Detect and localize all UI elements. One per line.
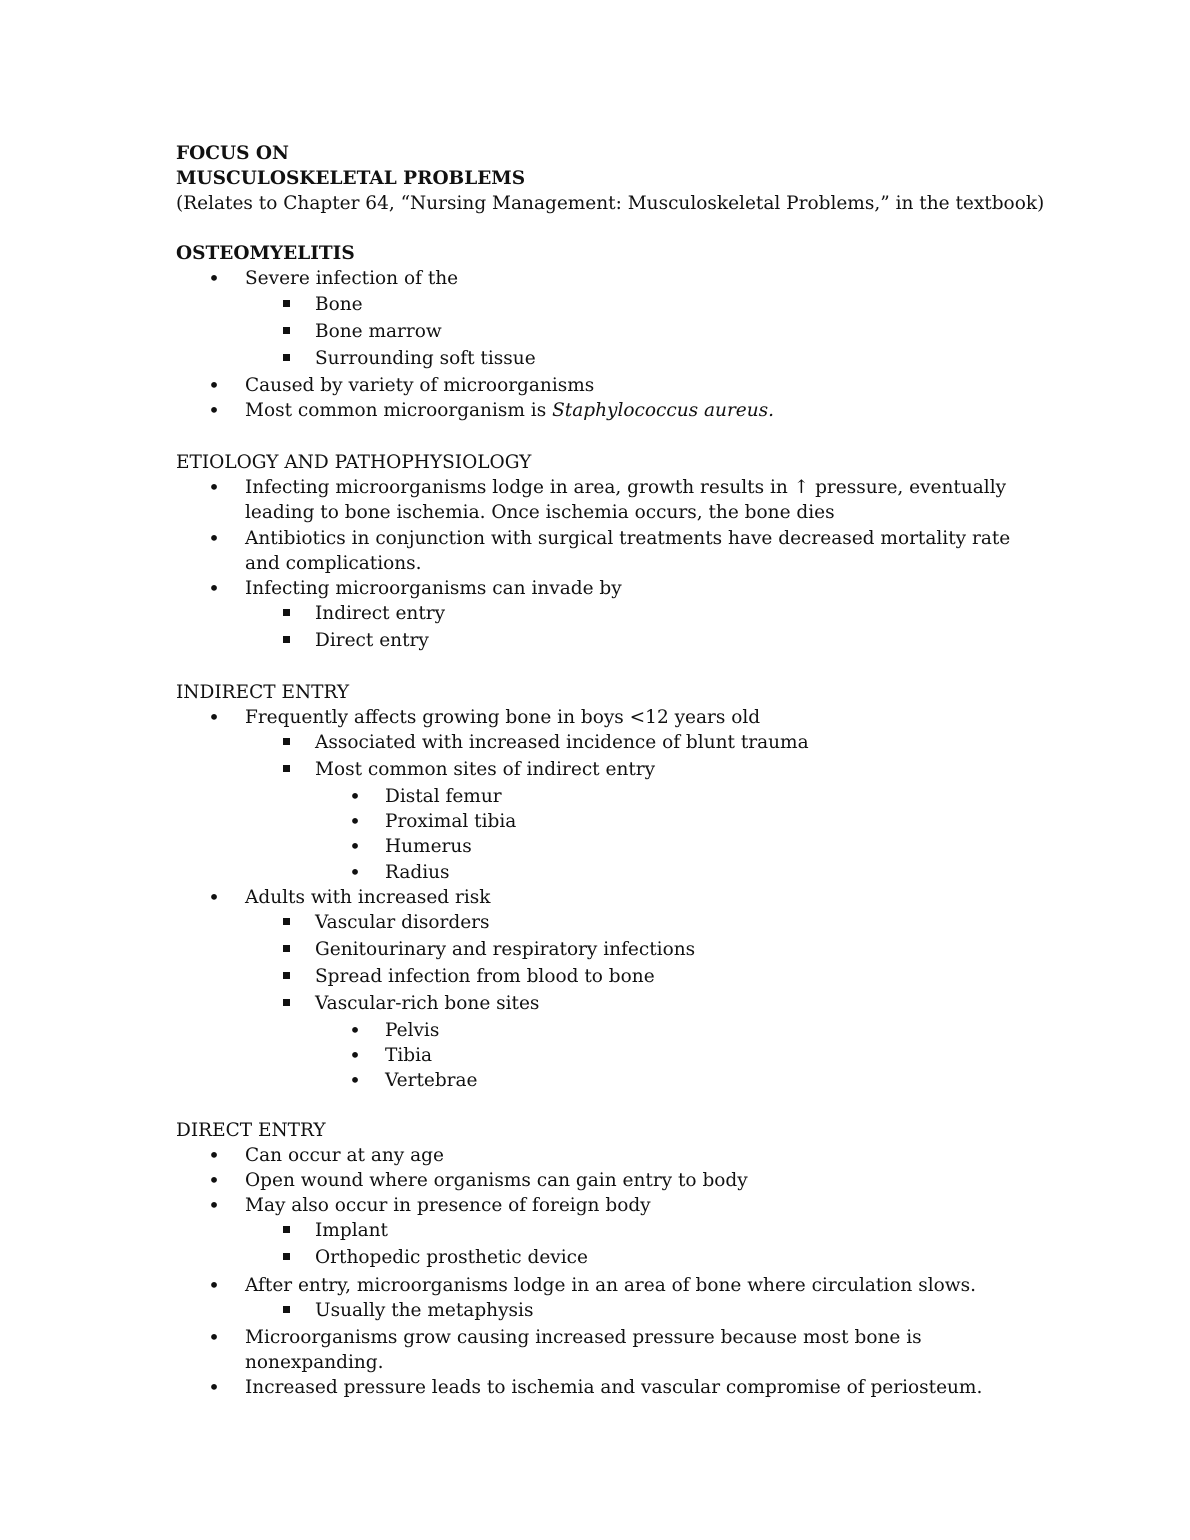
bullet-icon bbox=[345, 834, 365, 860]
square-bullet-icon bbox=[276, 910, 296, 935]
square-bullet-icon bbox=[276, 757, 296, 782]
bullet-icon bbox=[204, 1273, 224, 1299]
bullet-icon bbox=[204, 576, 224, 602]
bullet-icon bbox=[204, 266, 224, 292]
bullet-icon bbox=[345, 784, 365, 810]
bullet-icon bbox=[204, 475, 224, 501]
square-bullet-icon bbox=[276, 601, 296, 626]
square-bullet-icon bbox=[276, 628, 296, 653]
bullet-icon bbox=[345, 1068, 365, 1094]
bullet-icon bbox=[204, 1375, 224, 1401]
bullet-icon bbox=[204, 1193, 224, 1219]
square-bullet-icon bbox=[276, 730, 296, 755]
bullet-icon bbox=[204, 1168, 224, 1194]
bullet-icon bbox=[204, 885, 224, 911]
document-page: FOCUS ON MUSCULOSKELETAL PROBLEMS (Relates to Chapter 64, “Nursing Management: Musculoskeletal Problems,” in the textbook) OSTEOMYELITIS • Severe infection of the Bone Bone marrow Surrounding soft tissue • Caused by variety of microorganisms • Most common microorganism is Staphylococcus aureus. ETIOLOGY AND PATHOPHYSIOLOGY • Infecting microorganisms lodge in area, growth results in ↑ pressure, eventually leading to bone ischemia. Once ischemia occurs, the bone dies • Antibiotics in conjunction with surgical treatments have decreased mortality rate and complications. • Infecting microorganisms can invade by Indirect entry Direct entry INDIRECT ENTRY • Frequently affects growing bone in boys <12 years old Associated with increased incidence of blunt trauma Most common sites of indirect entry • Distal femur • Proximal tibia • Humerus • Radius • Adults with increased risk Vascular disorders Genitourinary and respiratory infections Spread infection from blood to bone Vascular-rich bone sites • Pelvis • Tibia • Vertebrae DIRECT ENTRY • Can occur at any age • Open wound where organisms can gain entry to body • May also occur in presence of foreign body Implant Orthopedic prosthetic device • After entry, microorganisms lodge in an area of bone where circulation slows. Usually the metaphysis • Microorganisms grow causing increased pressure because most bone is nonexpanding. • Increased pressure leads to ischemia and vascular compromise of periosteum. bbox=[0, 0, 1190, 1540]
bullet-icon bbox=[204, 1143, 224, 1169]
bullet-icon bbox=[345, 1043, 365, 1069]
bullet-icon bbox=[204, 398, 224, 424]
square-bullet-icon bbox=[276, 964, 296, 989]
bullet-icon bbox=[345, 809, 365, 835]
square-bullet-icon bbox=[276, 991, 296, 1016]
bullet-icon bbox=[345, 860, 365, 886]
square-bullet-icon bbox=[276, 1218, 296, 1243]
bullet-icon bbox=[204, 1325, 224, 1351]
square-bullet-icon bbox=[276, 346, 296, 371]
bullet-icon bbox=[204, 705, 224, 731]
bullet-icon bbox=[345, 1018, 365, 1044]
bullet-icon bbox=[204, 373, 224, 399]
square-bullet-icon bbox=[276, 1245, 296, 1270]
square-bullet-icon bbox=[276, 937, 296, 962]
square-bullet-icon bbox=[276, 319, 296, 344]
square-bullet-icon bbox=[276, 292, 296, 317]
bullet-icon bbox=[204, 526, 224, 552]
square-bullet-icon bbox=[276, 1298, 296, 1323]
